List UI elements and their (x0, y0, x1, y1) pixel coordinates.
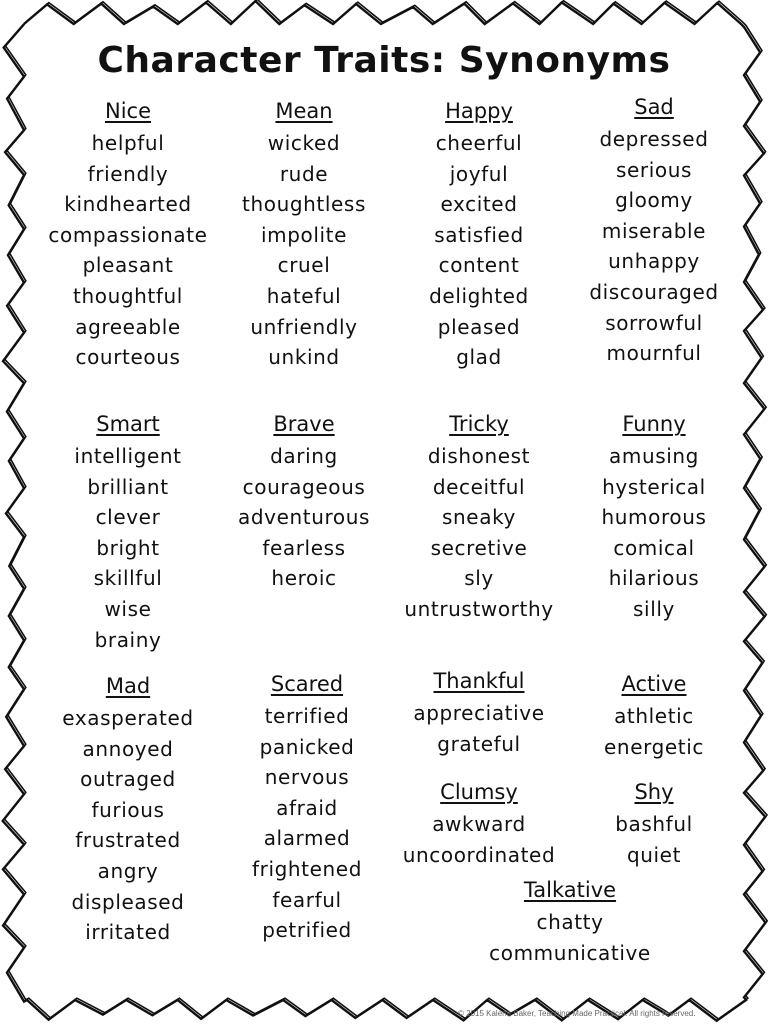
synonym-word: courteous (75, 345, 181, 370)
word-list (28, 703, 228, 948)
word-list (208, 701, 406, 946)
word-list (564, 701, 744, 762)
synonym-word: unfriendly (250, 314, 358, 339)
synonym-word: bashful (615, 812, 693, 836)
synonym-word: sneaky (442, 505, 516, 530)
heading-thankful: Thankful (433, 669, 525, 693)
word-list (380, 698, 578, 759)
heading-mad: Mad (105, 674, 151, 698)
word-list (205, 441, 403, 594)
synonym-word: rude (279, 161, 329, 186)
synonym-word: courageous (242, 474, 366, 499)
group-thankful (380, 668, 578, 759)
synonym-word: outraged (80, 767, 176, 792)
synonym-word: alarmed (263, 826, 351, 851)
group-smart (28, 411, 228, 655)
word-list (564, 441, 744, 625)
synonym-word: brilliant (87, 474, 169, 499)
word-list (380, 441, 578, 625)
word-list (380, 809, 578, 870)
heading-mean: Mean (275, 99, 333, 123)
synonym-word: dishonest (427, 444, 531, 468)
group-clumsy (380, 779, 578, 870)
synonym-word: discouraged (589, 279, 719, 304)
synonym-word: glad (456, 345, 502, 370)
synonym-word: amusing (609, 444, 699, 468)
synonym-word: hateful (266, 283, 342, 308)
synonym-word: humorous (601, 505, 707, 530)
synonym-word: pleased (437, 314, 521, 339)
word-list (28, 441, 228, 655)
group-shy (564, 779, 744, 870)
synonym-word: furious (91, 797, 165, 822)
word-list (564, 809, 744, 870)
group-happy (380, 98, 578, 373)
synonym-word: quiet (626, 842, 682, 867)
synonym-word: cruel (277, 253, 331, 278)
synonym-word: thoughtless (242, 192, 366, 217)
heading-funny: Funny (622, 412, 686, 436)
synonym-word: secretive (430, 535, 528, 560)
heading-talkative: Talkative (523, 878, 617, 902)
synonym-word: adventurous (237, 505, 370, 530)
word-list (470, 907, 670, 968)
synonym-word: depressed (599, 127, 709, 151)
heading-tricky: Tricky (449, 412, 509, 436)
group-mad (28, 673, 228, 948)
synonym-word: delighted (429, 283, 529, 308)
heading-shy: Shy (634, 780, 674, 804)
synonym-word: irritated (85, 920, 171, 945)
synonym-word: unhappy (608, 249, 700, 274)
heading-clumsy: Clumsy (440, 780, 518, 804)
copyright-notice: © 2015 Kalena Baker, Teaching Made Practical. All rights reserved. (458, 1009, 696, 1018)
synonym-word: fearful (272, 887, 342, 912)
synonym-word: hysterical (602, 474, 706, 499)
synonym-word: content (438, 253, 520, 278)
synonym-word: miserable (601, 218, 707, 243)
synonym-word: agreeable (75, 314, 181, 339)
synonym-word: silly (633, 596, 675, 621)
page-title: Character Traits: Synonyms (97, 40, 671, 81)
group-funny (564, 411, 744, 625)
group-nice (28, 98, 228, 373)
heading-brave: Brave (273, 412, 335, 436)
heading-scared: Scared (270, 672, 344, 696)
synonym-word: panicked (259, 734, 355, 759)
synonym-word: kindhearted (64, 192, 192, 217)
synonym-word: clever (95, 505, 161, 530)
synonym-word: pleasant (82, 253, 174, 278)
synonym-word: thoughtful (73, 283, 183, 308)
group-talkative (470, 877, 670, 968)
synonym-word: cheerful (435, 131, 523, 155)
group-sad (564, 94, 744, 369)
synonym-word: awkward (432, 812, 526, 836)
synonym-word: heroic (271, 566, 337, 591)
synonym-word: brainy (94, 627, 162, 652)
heading-active: Active (621, 672, 687, 696)
synonym-word: afraid (276, 795, 338, 820)
synonym-word: energetic (604, 734, 704, 759)
synonym-word: hilarious (608, 566, 700, 591)
synonym-word: uncoordinated (402, 842, 556, 867)
synonym-word: gloomy (615, 188, 693, 213)
synonym-word: displeased (71, 889, 185, 914)
heading-smart: Smart (96, 412, 160, 436)
word-list (380, 128, 578, 373)
group-mean (205, 98, 403, 373)
group-tricky (380, 411, 578, 625)
synonym-word: angry (97, 858, 159, 883)
synonym-word: daring (270, 444, 338, 468)
synonym-word: athletic (614, 704, 694, 728)
group-brave (205, 411, 403, 594)
synonym-word: unkind (268, 345, 340, 370)
word-list (205, 128, 403, 373)
synonym-word: communicative (489, 940, 651, 965)
synonym-word: comical (613, 535, 695, 560)
word-list (564, 124, 744, 369)
group-active (564, 671, 744, 762)
synonym-word: satisfied (434, 222, 524, 247)
synonym-word: sly (464, 566, 494, 591)
synonym-word: wise (104, 596, 152, 621)
synonym-word: grateful (437, 731, 521, 756)
synonym-word: fearless (262, 535, 346, 560)
synonym-word: helpful (91, 131, 165, 155)
synonym-word: untrustworthy (404, 596, 554, 621)
synonym-word: terrified (264, 704, 350, 728)
synonym-word: nervous (264, 765, 350, 790)
synonym-word: bright (96, 535, 160, 560)
synonym-word: exasperated (62, 706, 194, 730)
synonym-word: excited (440, 192, 518, 217)
synonym-word: frustrated (75, 828, 181, 853)
synonym-word: appreciative (413, 701, 545, 725)
synonym-word: deceitful (432, 474, 526, 499)
heading-happy: Happy (445, 99, 513, 123)
synonym-word: frightened (251, 856, 362, 881)
synonym-word: friendly (87, 161, 169, 186)
synonym-word: mournful (606, 341, 702, 366)
synonym-word: petrified (262, 918, 352, 943)
synonym-word: serious (615, 157, 693, 182)
synonym-word: wicked (267, 131, 341, 155)
heading-nice: Nice (104, 99, 151, 123)
group-scared (208, 671, 406, 946)
synonym-word: sorrowful (605, 310, 703, 335)
synonym-word: compassionate (48, 222, 208, 247)
synonym-word: intelligent (74, 444, 182, 468)
synonym-word: chatty (536, 910, 604, 934)
synonym-word: impolite (260, 222, 348, 247)
synonym-word: joyful (449, 161, 509, 186)
synonym-word: skillful (93, 566, 163, 591)
word-list (28, 128, 228, 373)
synonym-word: annoyed (82, 736, 174, 761)
heading-sad: Sad (634, 95, 674, 119)
